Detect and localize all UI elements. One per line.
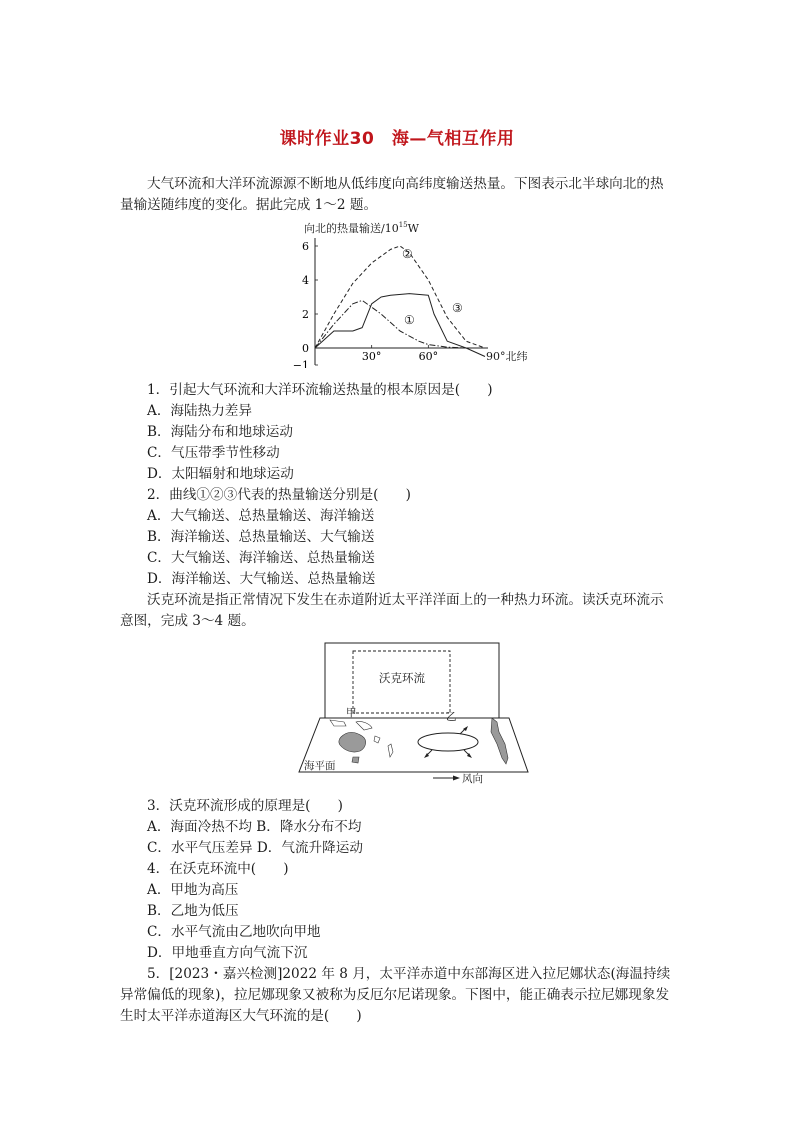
q4-option-d: D．甲地垂直方向气流下沉	[147, 945, 308, 961]
q1-option-d: D．太阳辐射和地球运动	[147, 466, 294, 482]
tasmania-shape	[352, 757, 359, 763]
wind-direction-label: 风向	[462, 773, 483, 785]
curve-label-1: ①	[404, 313, 415, 327]
x-tick-label: 60°	[418, 350, 439, 363]
y-tick-label: 2	[302, 308, 309, 321]
curve-label-2: ②	[402, 247, 413, 261]
q4-option-a: A．甲地为高压	[147, 882, 239, 898]
curve-label-3: ③	[452, 301, 463, 315]
walker-circulation-diagram	[296, 640, 530, 790]
question-1: 1．引起大气环流和大洋环流输送热量的根本原因是( )	[147, 382, 493, 398]
y-tick-label: 0	[302, 342, 309, 355]
q3-options-ab: A．海面冷热不均 B．降水分布不均	[147, 819, 362, 835]
label-jia: 甲	[346, 707, 357, 719]
surface-current-loop	[418, 733, 478, 751]
q2-option-b: B．海洋输送、总热量输送、大气输送	[147, 529, 375, 545]
q1-option-a: A．海陆热力差异	[147, 403, 252, 419]
q2-option-a: A．大气输送、总热量输送、海洋输送	[147, 508, 375, 524]
label-yi: 乙	[446, 711, 457, 723]
walker-label: 沃克环流	[379, 671, 425, 685]
wind-direction-arrowhead	[453, 776, 460, 781]
question-5: 5．[2023・嘉兴检测]2022 年 8 月，太平洋赤道中东部海区进入拉尼娜状态(海温持续异常偏低的现象)，拉尼娜现象又被称为反厄尔尼诺现象。下图中，能正确表示拉尼娜现象发生时太平洋赤道海区大气环流的是( )	[120, 966, 671, 1024]
y-tick-label: −1	[292, 359, 309, 368]
heat-transport-chart	[290, 218, 540, 368]
series-line-2	[315, 246, 485, 348]
q2-option-c: C．大气输送、海洋输送、总热量输送	[147, 550, 375, 566]
q3-options-cd: C．水平气压差异 D．气流升降运动	[147, 840, 363, 856]
y-tick-label: 4	[302, 274, 309, 287]
q4-option-c: C．水平气流由乙地吹向甲地	[147, 924, 321, 940]
question-3: 3．沃克环流形成的原理是( )	[147, 798, 343, 814]
y-tick-label: 6	[302, 240, 309, 253]
q1-option-c: C．气压带季节性移动	[147, 445, 280, 461]
question-2: 2．曲线①②③代表的热量输送分别是( )	[147, 487, 411, 503]
question-4: 4．在沃克环流中( )	[147, 861, 289, 877]
page-title: 课时作业30 海—气相互作用	[279, 129, 515, 149]
q4-option-b: B．乙地为低压	[147, 903, 239, 919]
x-tick-label: 30°	[361, 350, 382, 363]
q2-option-d: D．海洋输送、大气输送、总热量输送	[147, 571, 376, 587]
intro-paragraph-1: 大气环流和大洋环流源源不断地从低纬度向高纬度输送热量。下图表示北半球向北的热量输送随纬度的变化。据此完成 1～2 题。	[120, 176, 664, 213]
intro-paragraph-2: 沃克环流是指正常情况下发生在赤道附近太平洋洋面上的一种热力环流。读沃克环流示意图，完成 3～4 题。	[120, 592, 664, 629]
sea-level-label: 海平面	[304, 760, 336, 772]
q1-option-b: B．海陆分布和地球运动	[147, 424, 293, 440]
svg-text:向北的热量输送/1015W: 向北的热量输送$/10^{15}W$	[304, 221, 419, 235]
x-axis-end-label: 90°北纬	[486, 350, 528, 363]
chart-ylabel	[304, 221, 420, 235]
